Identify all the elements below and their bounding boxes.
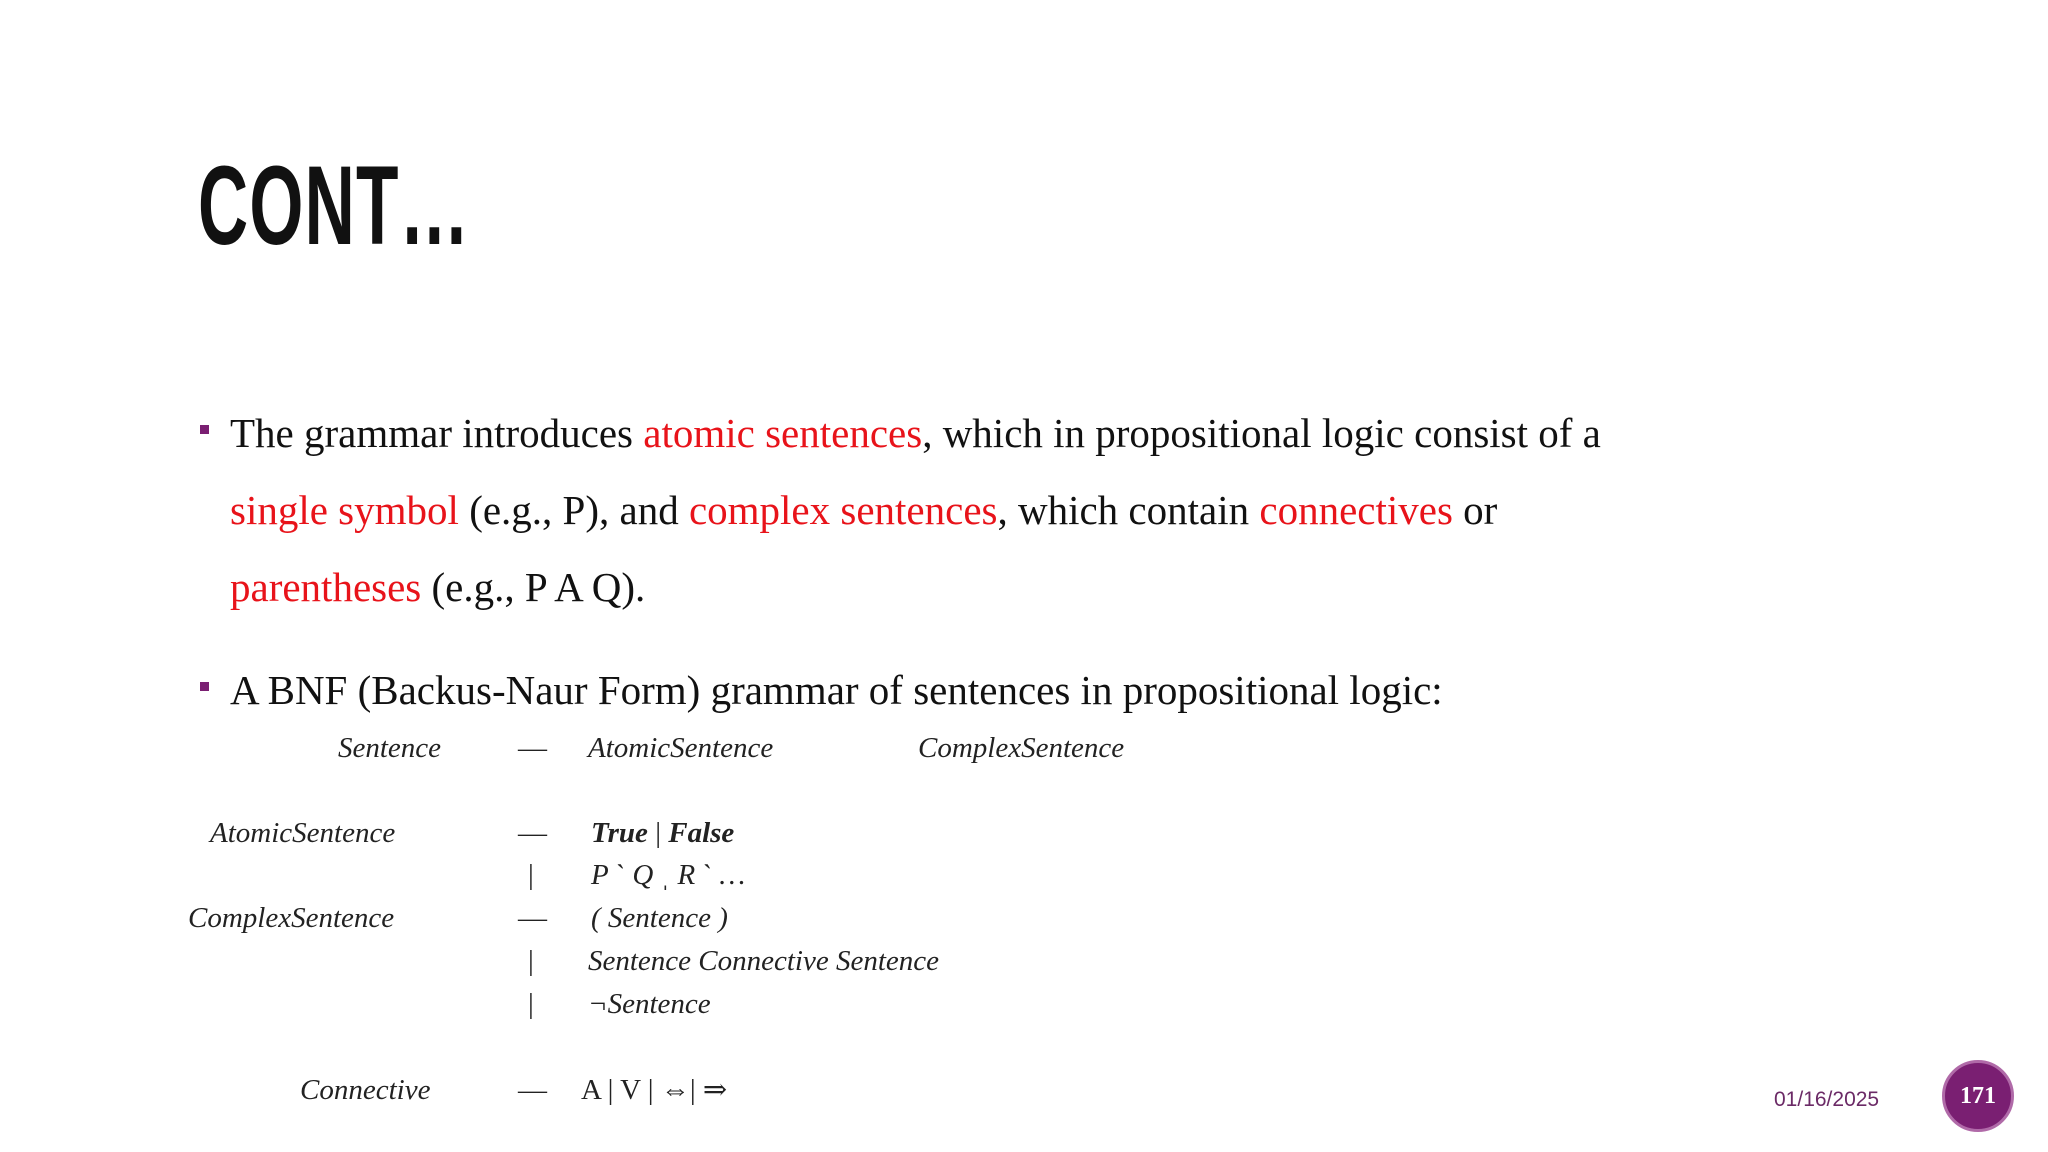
bnf-bar: | xyxy=(528,945,534,977)
bullet-text-seg: , which in propositional logic consist of a xyxy=(922,410,1601,456)
bnf-bar: | xyxy=(528,988,534,1020)
bnf-rhs: ¬Sentence xyxy=(588,988,711,1020)
bnf-true: True xyxy=(591,817,648,849)
bullet-item-1 xyxy=(200,395,1900,626)
bnf-sep: | xyxy=(655,817,661,849)
bnf-lhs: Connective xyxy=(300,1074,431,1106)
bnf-false: False xyxy=(668,817,735,849)
highlight-term: complex sentences xyxy=(688,487,998,533)
bnf-rule-negation xyxy=(188,984,1388,1024)
bullet-marker-icon xyxy=(200,425,209,434)
bnf-rule-connective xyxy=(188,1070,1388,1110)
bnf-rule-sentence xyxy=(188,728,1388,768)
bnf-rhs: ComplexSentence xyxy=(918,732,1125,764)
bnf-lhs: ComplexSentence xyxy=(188,902,395,934)
bullet-item-2 xyxy=(200,652,1900,729)
bnf-rule-atomic xyxy=(188,813,1388,853)
bnf-rhs: AtomicSentence xyxy=(588,732,774,764)
bnf-rhs: P ˋ Q ˌ R ˋ … xyxy=(591,859,746,891)
highlight-term: connectives xyxy=(1259,487,1453,533)
bnf-lhs: AtomicSentence xyxy=(210,817,396,849)
highlight-term: atomic sentences xyxy=(643,410,923,456)
bnf-lhs: Sentence xyxy=(338,732,442,764)
bnf-rhs: Sentence Connective Sentence xyxy=(588,945,940,977)
bullet-marker-icon xyxy=(200,682,209,691)
bnf-rule-connective-sentence xyxy=(188,941,1388,981)
bnf-arrow: — xyxy=(518,1074,547,1106)
bullet-text-seg: A BNF (Backus-Naur Form) grammar of sentences in propositional logic: xyxy=(230,667,1443,713)
highlight-term: parentheses xyxy=(230,564,422,610)
page-number-badge: 171 xyxy=(1942,1060,2014,1132)
bullet-text-seg: or xyxy=(1452,487,1498,533)
bnf-rhs: A | V | ⇔| ⇒ xyxy=(581,1074,728,1106)
bnf-rule-complex xyxy=(188,898,1388,938)
slide-title: CONT… xyxy=(198,143,471,268)
bnf-arrow: — xyxy=(518,732,547,764)
bullet-list xyxy=(200,395,1900,729)
bnf-rhs: ( Sentence ) xyxy=(591,902,728,934)
bnf-arrow: — xyxy=(518,817,547,849)
highlight-term: single symbol xyxy=(230,487,459,533)
slide-date: 01/16/2025 xyxy=(1774,1088,1880,1111)
bnf-bar: | xyxy=(528,859,534,891)
bullet-text-seg: (e.g., P A Q). xyxy=(421,564,646,610)
bnf-arrow: — xyxy=(518,902,547,934)
bullet-text-seg: (e.g., P), and xyxy=(458,487,689,533)
bullet-text-seg: , which contain xyxy=(997,487,1260,533)
bullet-text-seg: The grammar introduces xyxy=(230,410,644,456)
bnf-rule-symbols xyxy=(188,855,1388,895)
